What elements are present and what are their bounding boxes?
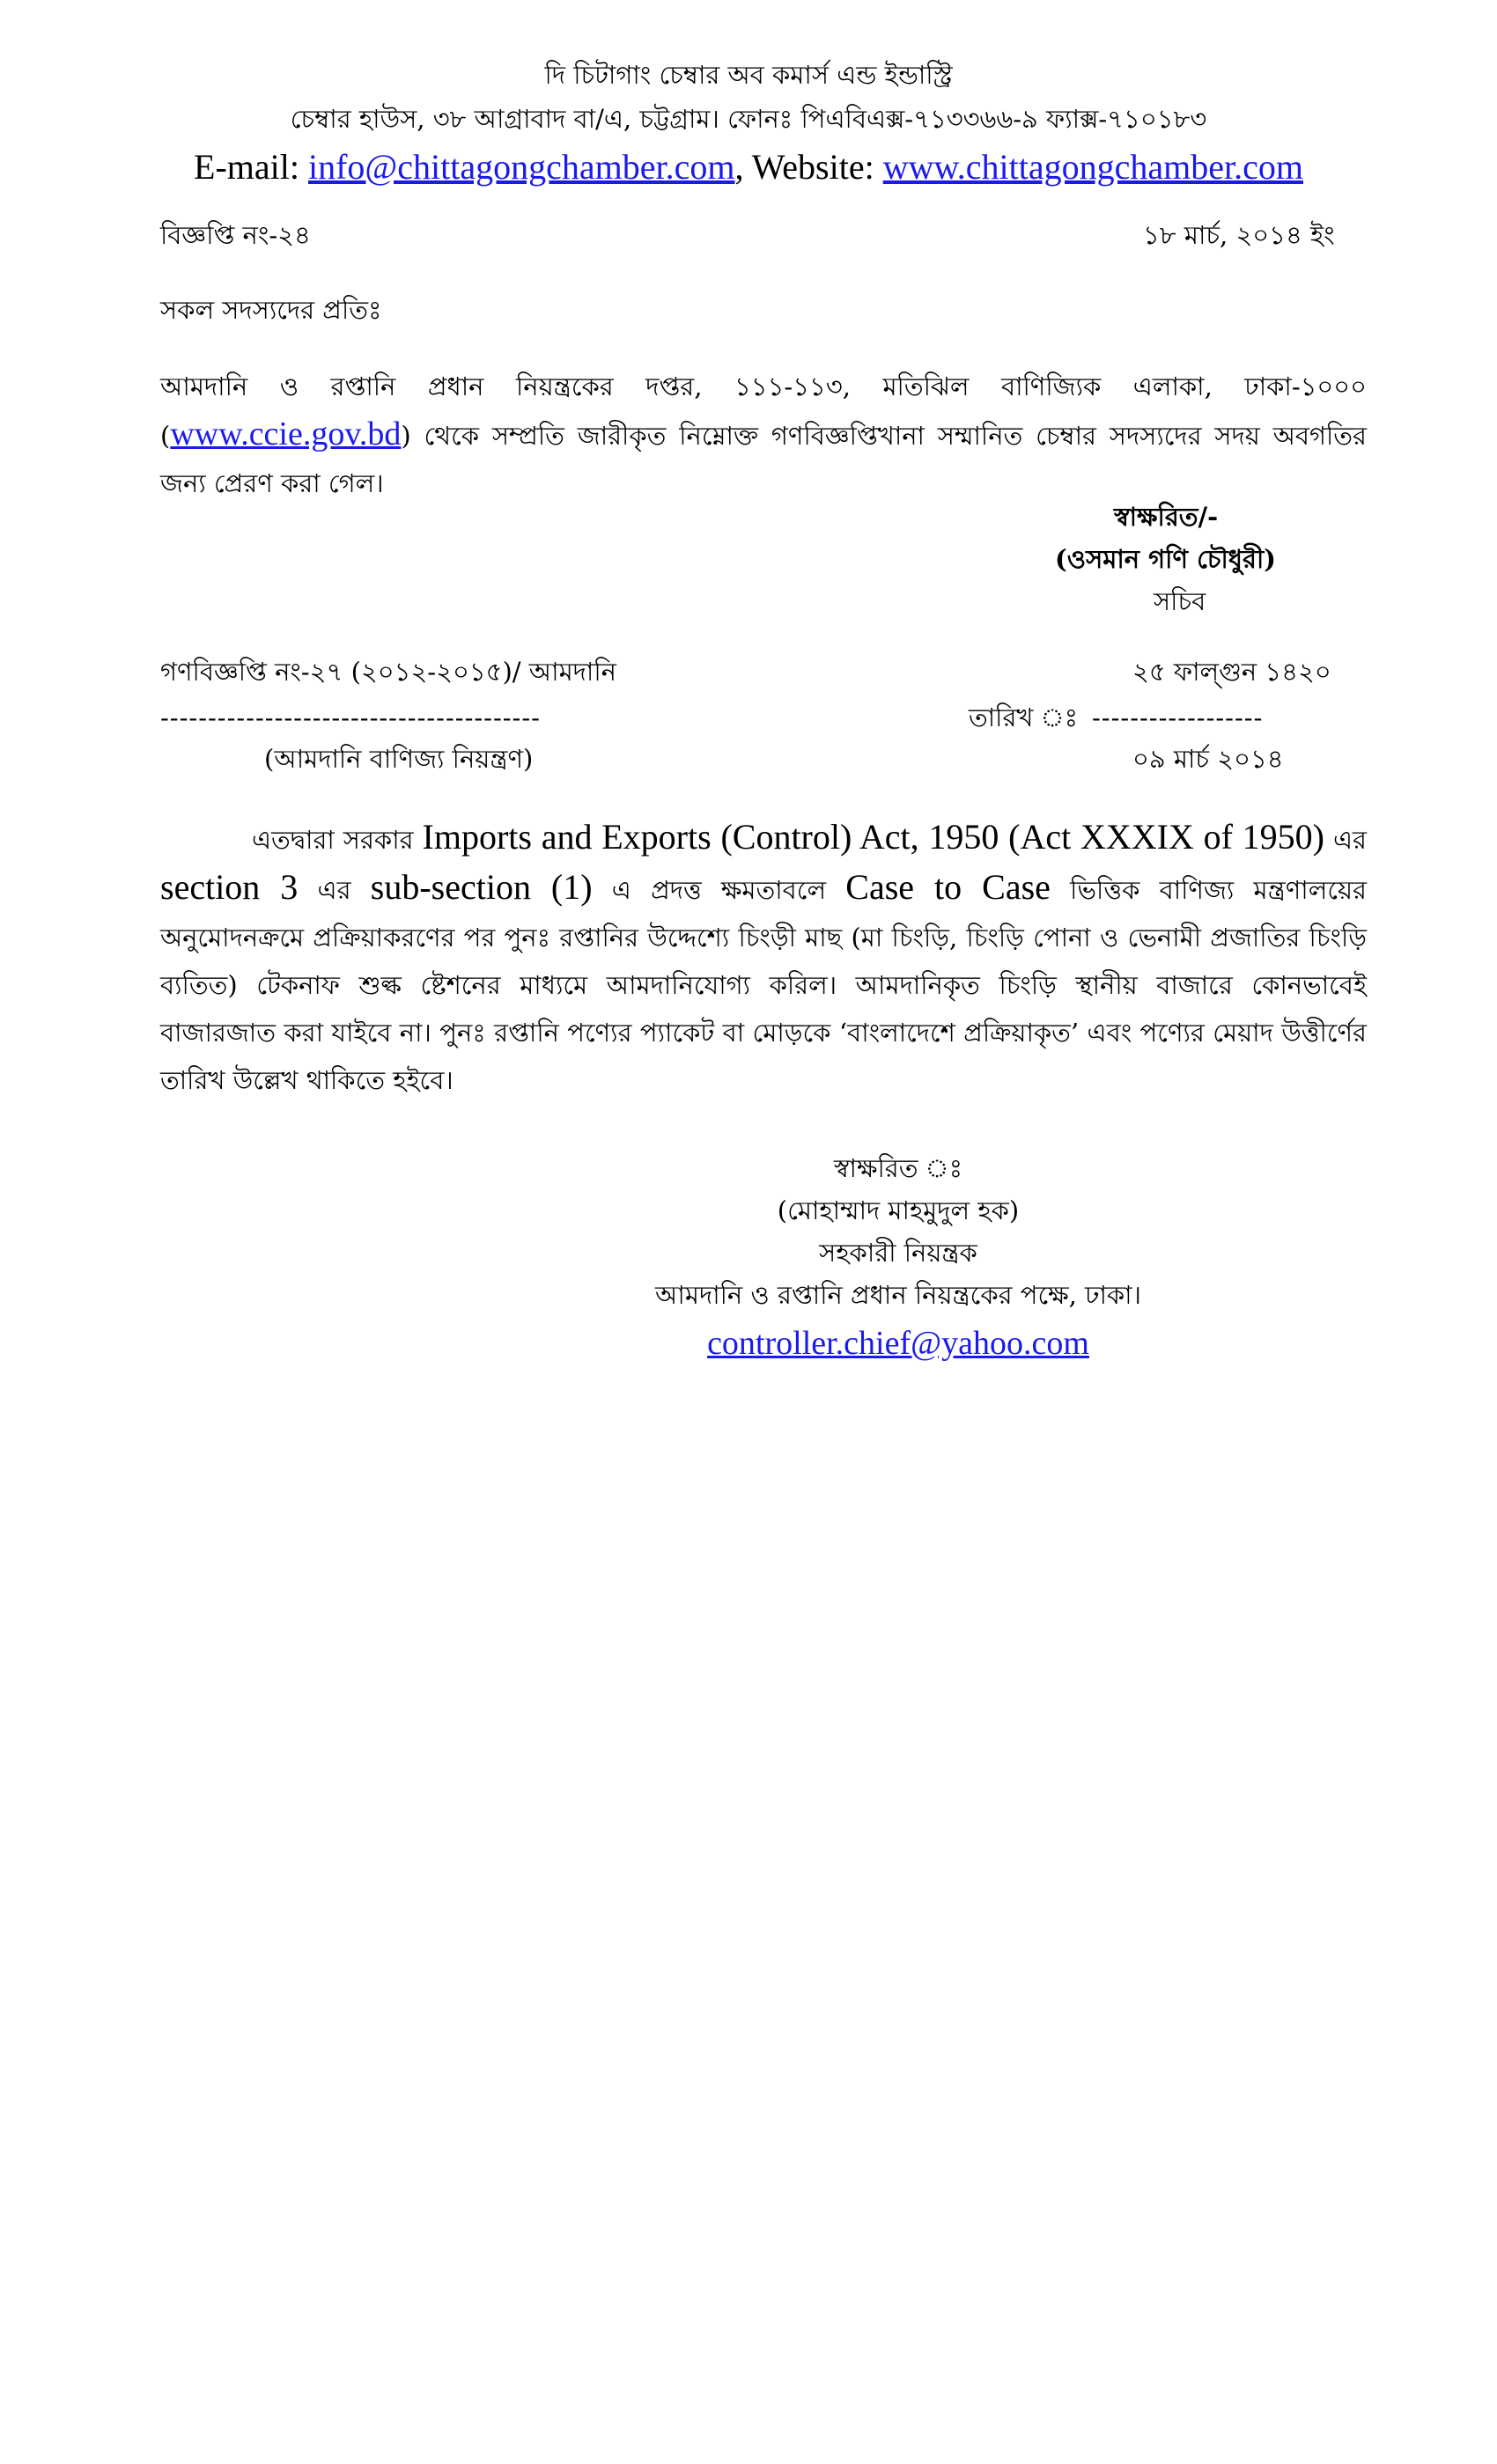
- notice-date: ১৮ মার্চ, ২০১৪ ইং: [1143, 220, 1335, 250]
- main-text-g: এ প্রদত্ত ক্ষমতাবলে: [592, 875, 846, 905]
- main-text-a: এতদ্বারা সরকার: [252, 825, 423, 855]
- ccie-link[interactable]: www.ccie.gov.bd: [170, 416, 402, 452]
- intro-text-1: আমদানি ও রপ্তানি প্রধান নিয়ন্ত্রকের দপ্তর, ১১১-১১৩, মতিঝিল বাণিজ্যিক এলাকা, ঢাকা-১০০০ (: [160, 371, 1367, 451]
- rule-right: ------------------: [1092, 702, 1264, 732]
- notice-number: বিজ্ঞপ্তি নং-২৪: [160, 220, 311, 250]
- intro-text-2: ) থেকে সম্প্রতি জারীকৃত নিম্নোক্ত গণবিজ্ঞপ্তিখানা সম্মানিত চেম্বার সদস্যদের সদয় অবগতির জন্য প্রেরণ করা গেল।: [160, 421, 1367, 498]
- email-label: E-mail:: [194, 147, 299, 187]
- website-label: , Website:: [734, 147, 874, 187]
- date-label: তারিখ ঃ: [969, 702, 1079, 732]
- intro-paragraph: [160, 363, 1367, 507]
- contact-line: [0, 146, 1497, 188]
- signer-email-link[interactable]: controller.chief@yahoo.com: [707, 1325, 1089, 1362]
- main-paragraph: [160, 813, 1367, 1104]
- signer-name-2: (মোহাম্মাদ মাহমুদুল হক): [777, 1195, 1020, 1225]
- bangla-date: ২৫ ফাল্গুন ১৪২০: [1132, 657, 1331, 687]
- org-name: দি চিটাগাং চেম্বার অব কমার্স এন্ড ইন্ডাস্ট্রি: [544, 60, 953, 90]
- act-name: Imports and Exports (Control) Act, 1950 (Act XXXIX of 1950): [422, 817, 1324, 857]
- signer-name: (ওসমান গণি চৌধুরী): [1055, 544, 1277, 574]
- section-ref: section 3: [160, 867, 299, 907]
- main-text-c: এর: [1324, 825, 1367, 855]
- org-address: চেম্বার হাউস, ৩৮ আগ্রাবাদ বা/এ, চট্টগ্রাম। ফোনঃ পিএবিএক্স-৭১৩৩৬৬-৯ ফ্যাক্স-৭১০১৮৩: [290, 104, 1207, 134]
- signer-office: আমদানি ও রপ্তানি প্রধান নিয়ন্ত্রকের পক্ষে, ঢাকা।: [655, 1280, 1141, 1310]
- email-link[interactable]: info@chittagongchamber.com: [307, 147, 735, 187]
- salutation: সকল সদস্যদের প্রতিঃ: [160, 295, 382, 325]
- public-notice-number: গণবিজ্ঞপ্তি নং-২৭ (২০১২-২০১৫)/ আমদানি: [160, 657, 616, 687]
- main-text-i: ভিত্তিক বাণিজ্য মন্ত্রণালয়ের অনুমোদনক্রমে প্রক্রিয়াকরণের পর পুনঃ রপ্তানির উদ্দেশ্যে চিংড়ী মাছ (মা চিংড়ি, চিংড়ি পোনা ও ভেনামী প্রজাতির চিংড়ি ব্যতিত) টেকনাফ শুল্ক ষ্টেশনের মাধ্যমে আমদানিযোগ্য করিল। আমদানিকৃত চিংড়ি স্থানীয় বাজারে কোনভাবেই বাজারজাত করা যাইবে না। পুনঃ রপ্তানি পণ্যের প্যাকেট বা মোড়কে ‘বাংলাদেশে প্রক্রিয়াকৃত’ এবং পণ্যের মেয়াদ উত্তীর্ণের তারিখ উল্লেখ থাকিতে হইবে।: [160, 875, 1368, 1095]
- website-link[interactable]: www.chittagongchamber.com: [882, 147, 1303, 187]
- subject: (আমদানি বাণিজ্য নিয়ন্ত্রণ): [264, 744, 534, 774]
- signed-label-2: স্বাক্ষরিত ঃ: [833, 1153, 963, 1183]
- main-text-e: এর: [298, 875, 371, 905]
- public-notice-date: ০৯ মার্চ ২০১৪: [1132, 744, 1284, 774]
- signer-email-line: [150, 1324, 1497, 1364]
- signed-label: স্বাক্ষরিত/-: [1114, 502, 1219, 532]
- case-to-case: Case to Case: [845, 867, 1051, 907]
- rule-left: ----------------------------------------: [160, 702, 541, 732]
- signer-title: সচিব: [1154, 586, 1206, 616]
- subsection-ref: sub-section (1): [370, 867, 593, 907]
- signer-title-2: সহকারী নিয়ন্ত্রক: [819, 1238, 977, 1268]
